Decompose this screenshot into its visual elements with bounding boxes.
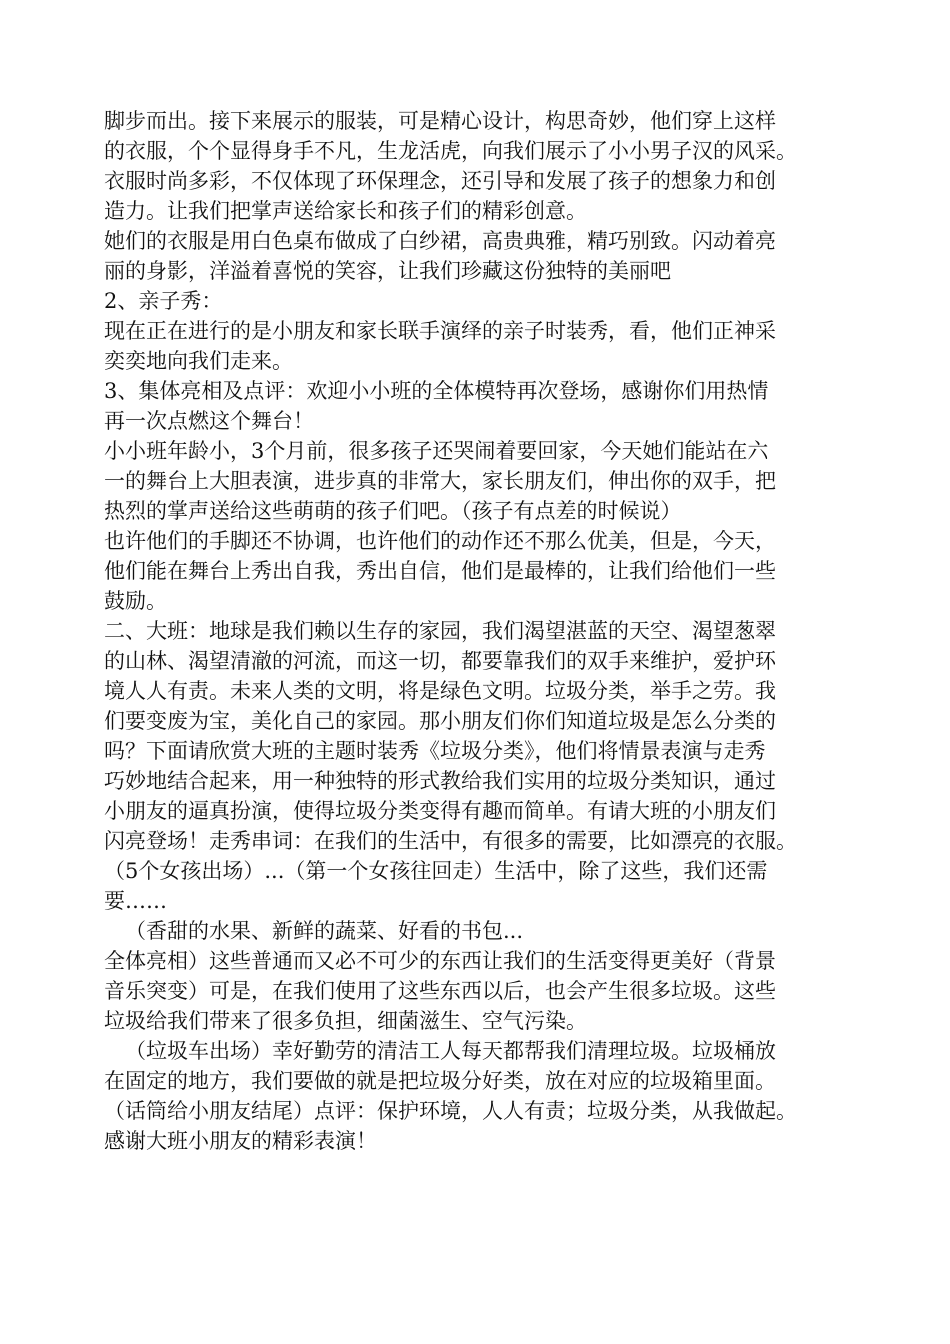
paragraph-garbage-truck: [104, 1036, 890, 1096]
text-line: 要……: [104, 889, 167, 913]
text-line: 境人人有责。未来人类的文明，将是绿色文明。垃圾分类，举手之劳。我: [104, 679, 776, 703]
text-line: 在固定的地方，我们要做的就是把垃圾分好类，放在对应的垃圾箱里面。: [104, 1069, 776, 1093]
text-line: 丽的身影，洋溢着喜悦的笑容，让我们珍藏这份独特的美丽吧: [104, 259, 671, 283]
text-line: 衣服时尚多彩，不仅体现了环保理念，还引导和发展了孩子的想象力和创: [104, 169, 776, 193]
paragraph-group-appearance: [104, 376, 890, 436]
paragraph-creativity: [104, 166, 890, 226]
text-line: 巧妙地结合起来，用一种独特的形式教给我们实用的垃圾分类知识，通过: [104, 769, 776, 793]
text-line: 小小班年龄小，3个月前，很多孩子还哭闹着要回家，今天她们能站在六: [104, 439, 769, 463]
text-line: （香甜的水果、新鲜的蔬菜、好看的书包...: [125, 919, 524, 943]
text-line: 一的舞台上大胆表演，进步真的非常大，家长朋友们，伸出你的双手，把: [104, 469, 776, 493]
text-line: 全体亮相）这些普通而又必不可少的东西让我们的生活变得更美好（背景: [104, 949, 776, 973]
text-line: 奕奕地向我们走来。: [104, 349, 293, 373]
text-line: 造力。让我们把掌声送给家长和孩子们的精彩创意。: [104, 199, 587, 223]
text-line: 们要变废为宝，美化自己的家园。那小朋友们你们知道垃圾是怎么分类的: [104, 709, 776, 733]
text-line: 小朋友的逼真扮演，使得垃圾分类变得有趣而简单。有请大班的小朋友们: [104, 799, 776, 823]
paragraph-costume-intro: [104, 106, 890, 166]
text-line: 脚步而出。接下来展示的服装，可是精心设计，构思奇妙，他们穿上这样: [104, 109, 776, 133]
text-line: 鼓励。: [104, 589, 167, 613]
text-line: 现在正在进行的是小朋友和家长联手演绎的亲子时装秀，看，他们正神采: [104, 319, 776, 343]
paragraph-garbage-problem: [104, 946, 890, 1036]
text-line: 2、亲子秀：: [104, 289, 223, 313]
text-line: 她们的衣服是用白色桌布做成了白纱裙，高贵典雅，精巧别致。闪动着亮: [104, 229, 776, 253]
text-line: 的衣服，个个显得身手不凡，生龙活虎，向我们展示了小小男子汉的风采。: [104, 139, 797, 163]
paragraph-white-dress: [104, 226, 890, 286]
text-line: 的山林、渴望清澈的河流，而这一切，都要靠我们的双手来维护，爱护环: [104, 649, 776, 673]
text-line: 再一次点燃这个舞台！: [104, 409, 314, 433]
text-line: 二、大班：地球是我们赖以生存的家园，我们渴望湛蓝的天空、渴望葱翠: [104, 619, 776, 643]
paragraph-youngest-class: [104, 436, 890, 526]
text-line: 闪亮登场！走秀串词：在我们的生活中，有很多的需要，比如漂亮的衣服。: [104, 829, 797, 853]
text-line: （垃圾车出场）幸好勤劳的清洁工人每天都帮我们清理垃圾。垃圾桶放: [125, 1039, 776, 1063]
paragraph-fruits: [104, 916, 890, 946]
text-line: 感谢大班小朋友的精彩表演！: [104, 1129, 377, 1153]
text-line: 3、集体亮相及点评：欢迎小小班的全体模特再次登场，感谢你们用热情: [104, 379, 769, 403]
text-line: 他们能在舞台上秀出自我，秀出自信，他们是最棒的，让我们给他们一些: [104, 559, 776, 583]
paragraph-parent-child: [104, 316, 890, 376]
heading-parent-child-show: [104, 286, 890, 316]
paragraph-encouragement: [104, 526, 890, 616]
text-line: （5个女孩出场）...（第一个女孩往回走）生活中，除了这些，我们还需: [104, 859, 768, 883]
text-line: （话筒给小朋友结尾）点评：保护环境，人人有责；垃圾分类，从我做起。: [104, 1099, 797, 1123]
text-line: 也许他们的手脚还不协调，也许他们的动作还不那么优美，但是，今天，: [104, 529, 776, 553]
text-line: 热烈的掌声送给这些萌萌的孩子们吧。（孩子有点差的时候说）: [104, 499, 682, 523]
text-line: 吗？下面请欣赏大班的主题时装秀《垃圾分类》，他们将情景表演与走秀: [104, 739, 766, 763]
paragraph-closing: [104, 1096, 890, 1156]
text-line: 垃圾给我们带来了很多负担，细菌滋生、空气污染。: [104, 1009, 587, 1033]
paragraph-senior-class: [104, 616, 890, 916]
text-line: 音乐突变）可是，在我们使用了这些东西以后，也会产生很多垃圾。这些: [104, 979, 776, 1003]
